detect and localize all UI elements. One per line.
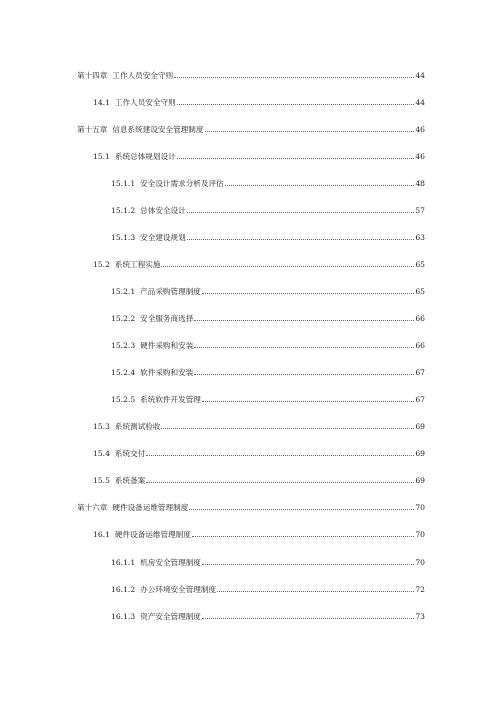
dot-leader	[194, 347, 414, 348]
entry-page-number: 46	[415, 125, 425, 134]
entry-number: 16.1	[93, 530, 110, 539]
entry-title: 办公环境安全管理制度	[140, 585, 217, 594]
entry-title: 软件采购和安装	[140, 368, 194, 377]
toc-entry[interactable]	[111, 174, 425, 188]
entry-title: 机房安全管理制度	[140, 558, 201, 567]
entry-number: 15.1.1	[111, 179, 136, 188]
dot-leader	[202, 293, 414, 294]
entry-title: 产品采购管理制度	[140, 287, 201, 296]
entry-title: 系统测试验收	[114, 422, 161, 431]
toc-entry[interactable]	[111, 201, 425, 215]
entry-number: 15.2.5	[111, 395, 136, 404]
dot-leader	[146, 455, 414, 456]
entry-number: 15.2	[93, 260, 110, 269]
entry-page-number: 46	[415, 152, 425, 161]
dot-leader	[189, 509, 414, 510]
entry-title: 系统总体规划设计	[114, 152, 176, 161]
toc-entry[interactable]	[93, 255, 425, 269]
toc-entry[interactable]	[111, 390, 425, 404]
toc-entry[interactable]	[111, 580, 425, 594]
dot-leader	[194, 320, 414, 321]
dot-leader	[161, 428, 414, 429]
entry-title: 安全服务商选择	[140, 314, 194, 323]
dot-leader	[161, 266, 414, 267]
entry-page-number: 65	[415, 260, 425, 269]
toc-entry[interactable]	[93, 444, 425, 458]
entry-page-number: 69	[415, 449, 425, 458]
entry-number: 15.2.2	[111, 314, 136, 323]
entry-number: 15.2.3	[111, 341, 136, 350]
entry-page-number: 70	[415, 530, 425, 539]
entry-page-number: 72	[415, 585, 425, 594]
entry-page-number: 65	[415, 287, 425, 296]
entry-page-number: 67	[415, 368, 425, 377]
toc-entry[interactable]	[93, 417, 425, 431]
toc-entry[interactable]	[77, 120, 425, 134]
dot-leader	[205, 131, 415, 132]
entry-number: 14.1	[93, 98, 110, 107]
entry-title: 系统工程实施	[114, 260, 161, 269]
entry-number: 16.1.1	[111, 558, 136, 567]
entry-title: 硬件设备运维管理制度	[114, 530, 191, 539]
entry-page-number: 69	[415, 476, 425, 485]
entry-page-number: 66	[415, 341, 425, 350]
entry-page-number: 57	[415, 206, 425, 215]
toc-entry[interactable]	[111, 363, 425, 377]
entry-title: 系统交付	[114, 449, 146, 458]
entry-number: 15.5	[93, 476, 110, 485]
dot-leader	[202, 401, 414, 402]
dot-leader	[194, 374, 414, 375]
entry-page-number: 44	[415, 98, 425, 107]
toc-entry[interactable]	[93, 525, 425, 539]
entry-page-number: 73	[415, 612, 425, 621]
toc-entry[interactable]	[111, 228, 425, 242]
toc-entry[interactable]	[111, 282, 425, 296]
entry-page-number: 70	[415, 503, 425, 512]
dot-leader	[187, 212, 415, 213]
dot-leader	[217, 591, 414, 592]
entry-number: 15.3	[93, 422, 110, 431]
toc-entry[interactable]	[77, 498, 425, 512]
entry-page-number: 63	[415, 233, 425, 242]
dot-leader	[174, 77, 414, 78]
entry-title: 信息系统建设安全管理制度	[112, 125, 204, 134]
entry-number: 第十四章	[77, 71, 108, 80]
entry-number: 16.1.3	[111, 612, 136, 621]
entry-page-number: 70	[415, 558, 425, 567]
toc-entry[interactable]	[111, 553, 425, 567]
entry-title: 总体安全设计	[140, 206, 186, 215]
dot-leader	[202, 618, 414, 619]
dot-leader	[177, 158, 415, 159]
dot-leader	[225, 185, 415, 186]
dot-leader	[202, 564, 414, 565]
entry-number: 15.2.1	[111, 287, 136, 296]
toc-entry[interactable]	[77, 66, 425, 80]
entry-number: 15.1.2	[111, 206, 136, 215]
entry-title: 安全设计需求分析及评估	[140, 179, 224, 188]
entry-page-number: 48	[415, 179, 425, 188]
dot-leader	[177, 104, 415, 105]
entry-page-number: 67	[415, 395, 425, 404]
entry-title: 硬件采购和安装	[140, 341, 194, 350]
toc-entry[interactable]	[93, 147, 425, 161]
toc-entry[interactable]	[111, 336, 425, 350]
entry-number: 15.4	[93, 449, 110, 458]
entry-title: 系统软件开发管理	[140, 395, 201, 404]
entry-title: 硬件设备运维管理制度	[112, 503, 189, 512]
entry-number: 15.1	[93, 152, 110, 161]
toc-entry[interactable]	[93, 471, 425, 485]
entry-page-number: 69	[415, 422, 425, 431]
entry-page-number: 44	[415, 71, 425, 80]
entry-number: 16.1.2	[111, 585, 136, 594]
entry-number: 15.2.4	[111, 368, 136, 377]
entry-title: 安全建设规划	[140, 233, 186, 242]
entry-title: 工作人员安全守则	[114, 98, 176, 107]
entry-number: 第十五章	[77, 125, 108, 134]
toc-entry[interactable]	[111, 607, 425, 621]
toc-entry[interactable]	[111, 309, 425, 323]
toc-entry[interactable]	[93, 93, 425, 107]
entry-title: 资产安全管理制度	[140, 612, 201, 621]
dot-leader	[146, 482, 414, 483]
entry-title: 工作人员安全守则	[112, 71, 174, 80]
dot-leader	[192, 536, 414, 537]
entry-number: 第十六章	[77, 503, 108, 512]
entry-number: 15.1.3	[111, 233, 136, 242]
entry-title: 系统备案	[114, 476, 146, 485]
dot-leader	[187, 239, 415, 240]
entry-page-number: 66	[415, 314, 425, 323]
